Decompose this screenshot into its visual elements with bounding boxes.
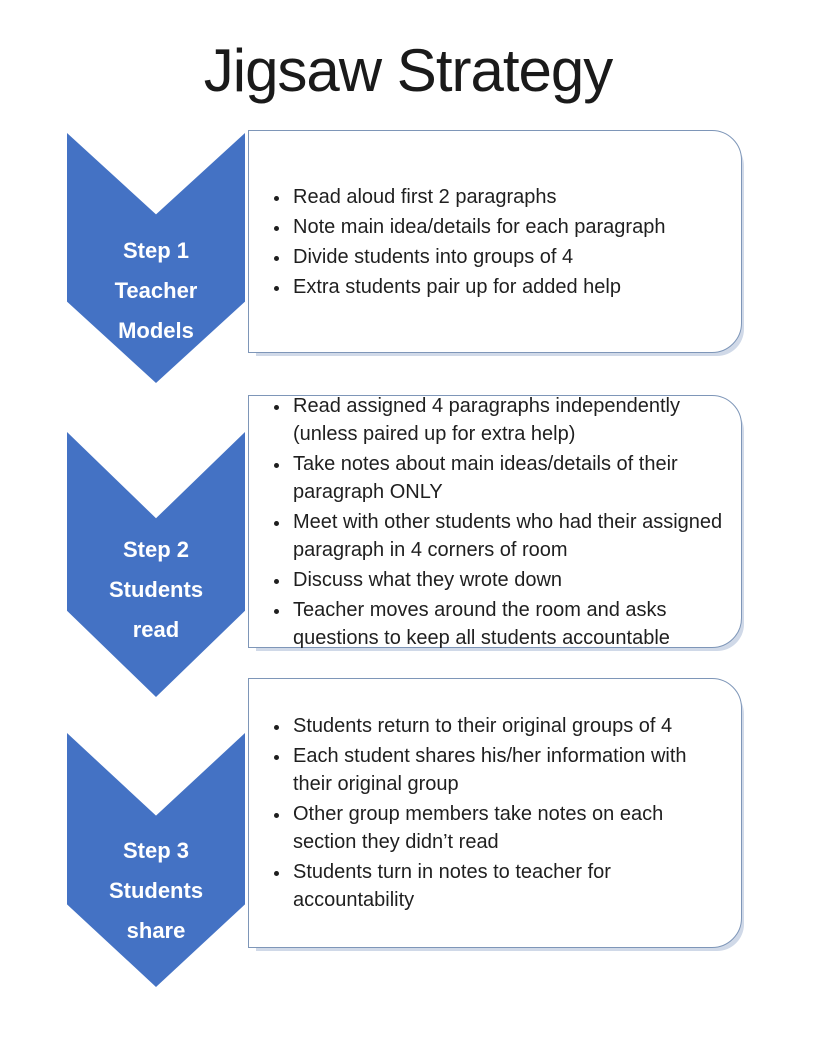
bullet-item: • Discuss what they wrote down <box>291 566 727 594</box>
step-3-content-box <box>248 678 742 948</box>
bullet-item: • Each student shares his/her information with their original group <box>291 742 727 798</box>
bullet-item: • Other group members take notes on each section they didn’t read <box>291 800 727 856</box>
bullet-item: • Take notes about main ideas/details of their paragraph ONLY <box>291 450 727 506</box>
bullet-item: • Read assigned 4 paragraphs independently (unless paired up for extra help) <box>291 392 727 448</box>
step-label-line: share <box>126 918 186 943</box>
step-1-chevron <box>67 133 245 383</box>
step-1-content-box <box>248 130 742 353</box>
step-label-line: Models <box>118 318 194 343</box>
bullet-item: • Extra students pair up for added help <box>291 273 727 301</box>
step-2-label <box>67 432 245 650</box>
bullet-item: • Divide students into groups of 4 <box>291 243 727 271</box>
step-1-label <box>67 133 245 351</box>
step-label-line: Step 2 <box>122 537 190 562</box>
step-label-line: Step 1 <box>122 238 190 263</box>
step-2-content-box <box>248 395 742 648</box>
step-label-line: Students <box>108 878 204 903</box>
step-label-line: Step 3 <box>122 838 190 863</box>
bullet-item: • Students turn in notes to teacher for accountability <box>291 858 727 914</box>
step-1-bullet-list <box>261 181 727 303</box>
step-label-line: Teacher <box>114 278 198 303</box>
bullet-item: • Meet with other students who had their assigned paragraph in 4 corners of room <box>291 508 727 564</box>
step-label-line: Students <box>108 577 204 602</box>
step-3-chevron <box>67 733 245 987</box>
step-2-bullet-list <box>261 390 727 654</box>
bullet-item: • Teacher moves around the room and asks questions to keep all students accountable <box>291 596 727 652</box>
step-3-bullet-list <box>261 710 727 916</box>
page-title: Jigsaw Strategy <box>203 37 613 104</box>
step-3-label <box>67 733 245 951</box>
bullet-item: • Note main idea/details for each paragraph <box>291 213 727 241</box>
step-2-chevron <box>67 432 245 697</box>
bullet-item: • Read aloud first 2 paragraphs <box>291 183 727 211</box>
step-label-line: read <box>132 617 180 642</box>
bullet-item: • Students return to their original groups of 4 <box>291 712 727 740</box>
